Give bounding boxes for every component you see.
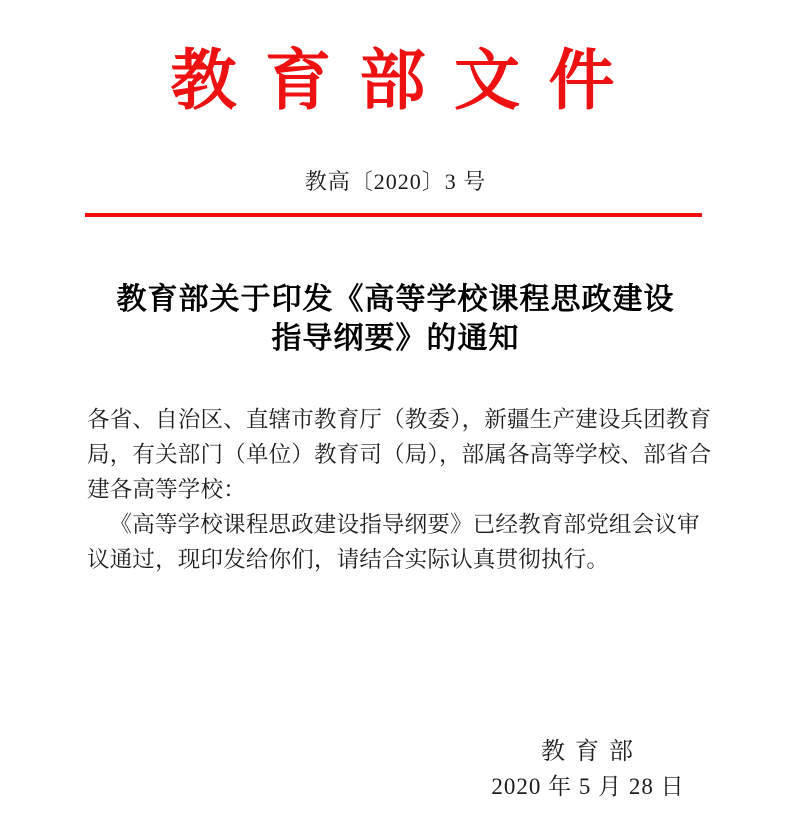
signature-issuer: 教 育 部 — [541, 739, 635, 765]
recipient-line: 建各高等学校： — [87, 477, 246, 502]
notice-title — [0, 280, 791, 358]
body-paragraph-line: 议通过，现印发给你们，请结合实际认真贯彻执行。 — [87, 547, 610, 572]
red-divider-rule — [85, 213, 702, 217]
notice-title-line-2: 指导纲要》的通知 — [271, 322, 520, 355]
signature-date: 2020 年 5 月 28 日 — [491, 774, 685, 799]
body-paragraph-line: 《高等学校课程思政建设指导纲要》已经教育部党组会议审 — [109, 512, 700, 537]
ministry-document-header: 教 育 部 文 件 — [170, 45, 621, 118]
recipient-line: 各省、自治区、直辖市教育厅（教委），新疆生产建设兵团教育 — [87, 407, 712, 432]
document-body — [87, 402, 727, 577]
notice-title-line-1: 教育部关于印发《高等学校课程思政建设 — [116, 283, 675, 316]
recipient-line: 局，有关部门（单位）教育司（局），部属各高等学校、部省合 — [87, 442, 712, 467]
document-number: 教高〔2020〕3 号 — [304, 169, 487, 194]
